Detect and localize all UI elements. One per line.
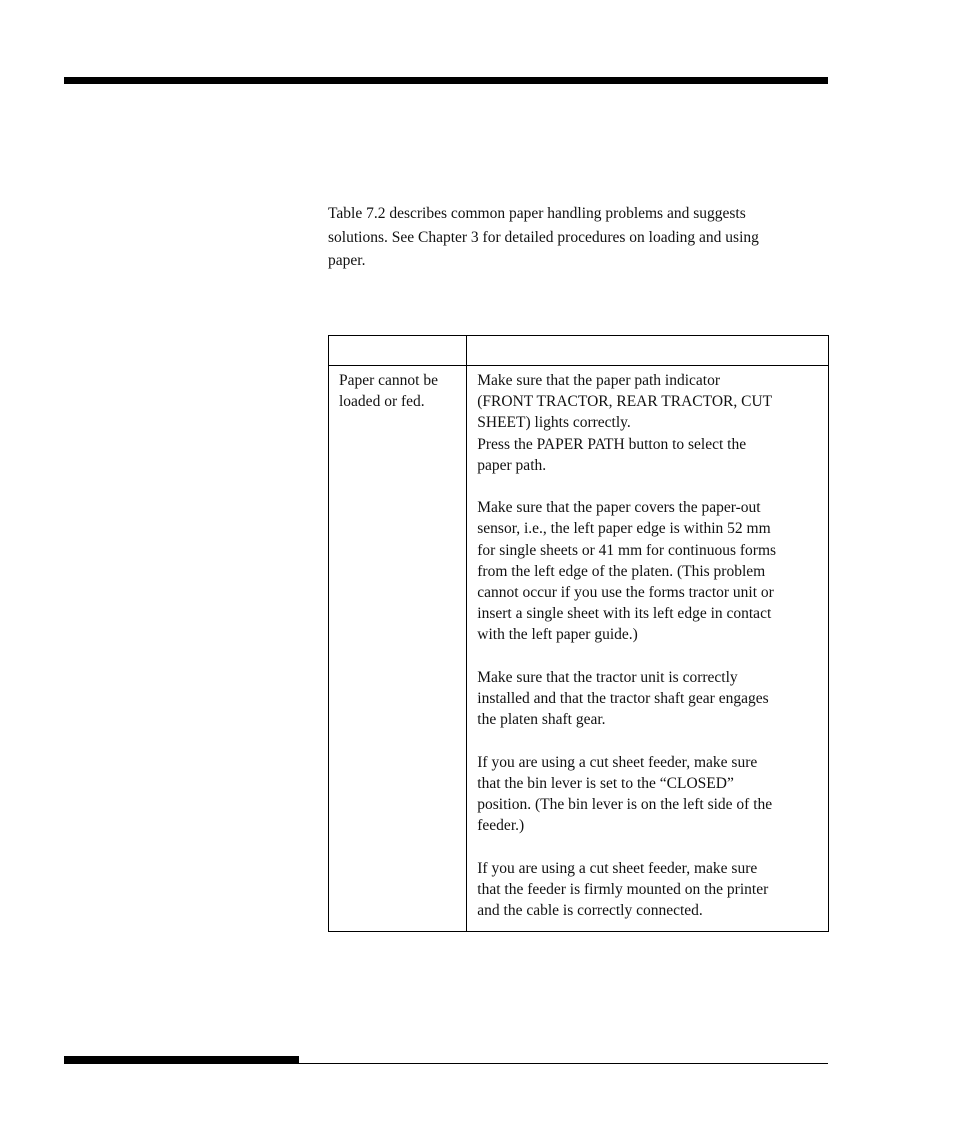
solution-line: feeder.): [477, 817, 525, 835]
header-rule: [64, 77, 828, 84]
problem-cell: [329, 366, 467, 932]
problem-line: Paper cannot be: [339, 372, 438, 389]
solution-line: position. (The bin lever is on the left side of the: [477, 796, 773, 814]
solution-line: SHEET) lights correctly.: [477, 414, 631, 432]
intro-line: solutions. See Chapter 3 for detailed procedures on loading and using: [328, 228, 759, 246]
solution-line: from the left edge of the platen. (This problem: [477, 562, 766, 580]
solution-line: Make sure that the tractor unit is correctly: [477, 668, 738, 686]
solution-line: and the cable is correctly connected.: [477, 902, 703, 920]
solution-line: for single sheets or 41 mm for continuous forms: [477, 541, 777, 559]
header-problem-cell: [329, 336, 467, 366]
footer-rule-thin: [299, 1063, 828, 1064]
intro-paragraph: [328, 202, 838, 273]
solution-cell: [467, 366, 829, 932]
intro-line: Table 7.2 describes common paper handling problems and suggests: [328, 205, 746, 222]
solution-paragraph: [477, 497, 822, 645]
solution-line: installed and that the tractor shaft gear engages: [477, 690, 769, 708]
solution-line: with the left paper guide.): [477, 626, 638, 644]
solution-line: Make sure that the paper covers the paper-out: [477, 499, 761, 517]
paper-handling-table: [328, 335, 829, 932]
solution-line: sensor, i.e., the left paper edge is within 52 mm: [477, 520, 771, 538]
footer-rule-thick: [64, 1056, 299, 1064]
solution-line: Make sure that the paper path indicator: [477, 372, 721, 389]
header-solution-cell: [467, 336, 829, 366]
solution-paragraph: [477, 858, 822, 922]
solution-line: that the bin lever is set to the “CLOSED”: [477, 774, 734, 792]
solution-line: the platen shaft gear.: [477, 711, 606, 729]
solution-line: If you are using a cut sheet feeder, make sure: [477, 859, 758, 877]
intro-line: paper.: [328, 252, 366, 269]
solution-line: Press the PAPER PATH button to select the: [477, 435, 747, 453]
solution-line: (FRONT TRACTOR, REAR TRACTOR, CUT: [477, 393, 773, 411]
problem-line: loaded or fed.: [339, 393, 425, 411]
solution-line: insert a single sheet with its left edge in contact: [477, 605, 772, 623]
solution-line: cannot occur if you use the forms tractor unit or: [477, 584, 774, 602]
solution-paragraph: [477, 752, 822, 837]
solution-paragraph: [477, 667, 822, 731]
solution-paragraph: [477, 370, 822, 476]
solution-line: paper path.: [477, 456, 547, 474]
solution-line: that the feeder is firmly mounted on the printer: [477, 880, 769, 898]
table-row: [329, 366, 829, 932]
table-header-row: [329, 336, 829, 366]
solution-line: If you are using a cut sheet feeder, make sure: [477, 753, 758, 771]
